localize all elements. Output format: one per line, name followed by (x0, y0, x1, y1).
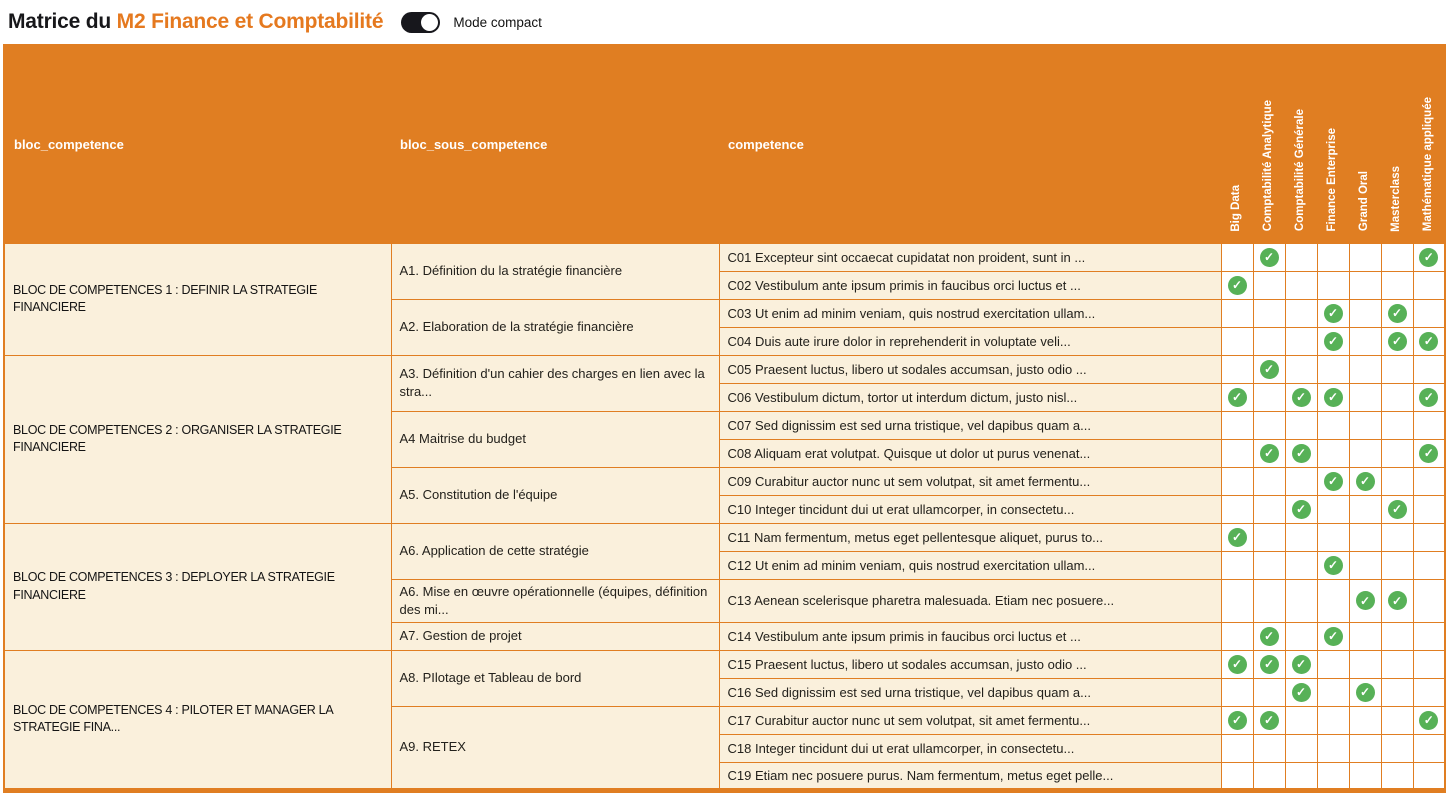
check-cell[interactable] (1349, 706, 1381, 734)
check-cell[interactable] (1413, 579, 1445, 622)
check-cell[interactable] (1317, 622, 1349, 650)
check-cell[interactable] (1253, 551, 1285, 579)
check-cell[interactable] (1253, 327, 1285, 355)
check-cell[interactable] (1349, 579, 1381, 622)
module-label: Mathématique appliquée (1421, 97, 1434, 232)
check-icon: ✓ (1292, 388, 1311, 407)
check-cell[interactable] (1253, 411, 1285, 439)
check-cell[interactable] (1221, 706, 1253, 734)
check-cell[interactable] (1285, 622, 1317, 650)
check-cell[interactable] (1413, 271, 1445, 299)
check-cell[interactable] (1413, 467, 1445, 495)
check-cell[interactable] (1349, 762, 1381, 790)
check-icon: ✓ (1260, 711, 1279, 730)
check-cell[interactable] (1253, 706, 1285, 734)
check-cell[interactable] (1221, 243, 1253, 271)
check-cell[interactable] (1317, 355, 1349, 383)
check-cell[interactable] (1285, 762, 1317, 790)
bloc-sous-competence-cell: A2. Elaboration de la stratégie financière (391, 299, 719, 355)
check-cell[interactable] (1317, 551, 1349, 579)
check-cell[interactable] (1253, 383, 1285, 411)
check-cell[interactable] (1317, 678, 1349, 706)
check-cell[interactable] (1253, 678, 1285, 706)
check-icon: ✓ (1324, 388, 1343, 407)
competence-cell: C15 Praesent luctus, libero ut sodales accumsan, justo odio ... (719, 650, 1221, 678)
header-module-masterclass (1381, 45, 1413, 243)
check-cell[interactable] (1317, 243, 1349, 271)
check-cell[interactable] (1413, 327, 1445, 355)
check-cell[interactable] (1317, 734, 1349, 762)
module-label: Comptabilité Générale (1294, 109, 1307, 232)
check-icon: ✓ (1292, 683, 1311, 702)
check-cell[interactable] (1381, 579, 1413, 622)
competence-cell: C04 Duis aute irure dolor in reprehenderit in voluptate veli... (719, 327, 1221, 355)
header-competence: competence (719, 45, 1221, 243)
check-cell[interactable] (1253, 734, 1285, 762)
competence-cell: C09 Curabitur auctor nunc ut sem volutpat, sit amet fermentu... (719, 467, 1221, 495)
check-icon: ✓ (1260, 360, 1279, 379)
check-cell[interactable] (1349, 439, 1381, 467)
check-cell[interactable] (1253, 355, 1285, 383)
check-cell[interactable] (1317, 523, 1349, 551)
check-cell[interactable] (1413, 650, 1445, 678)
check-cell[interactable] (1285, 734, 1317, 762)
check-cell[interactable] (1285, 383, 1317, 411)
check-icon: ✓ (1356, 591, 1375, 610)
check-cell[interactable] (1349, 355, 1381, 383)
check-cell[interactable] (1381, 762, 1413, 790)
check-cell[interactable] (1317, 762, 1349, 790)
check-cell[interactable] (1285, 551, 1317, 579)
module-label: Finance Enterprise (1326, 127, 1339, 232)
module-label: Comptabilité Analytique (1262, 100, 1275, 232)
check-cell[interactable] (1221, 327, 1253, 355)
competence-cell: C17 Curabitur auctor nunc ut sem volutpat, sit amet fermentu... (719, 706, 1221, 734)
competence-cell: C05 Praesent luctus, libero ut sodales accumsan, justo odio ... (719, 355, 1221, 383)
bloc-competence-cell: BLOC DE COMPETENCES 4 : PILOTER ET MANAGER LA STRATEGIE FINA... (4, 650, 391, 790)
check-icon: ✓ (1292, 655, 1311, 674)
check-icon: ✓ (1228, 711, 1247, 730)
check-icon: ✓ (1260, 444, 1279, 463)
compact-mode-label: Mode compact (453, 14, 542, 30)
check-cell[interactable] (1221, 678, 1253, 706)
check-cell[interactable] (1221, 551, 1253, 579)
check-icon: ✓ (1419, 332, 1438, 351)
header-module-comptabilite-analytique (1253, 45, 1285, 243)
check-cell[interactable] (1285, 650, 1317, 678)
check-cell[interactable] (1221, 411, 1253, 439)
competence-matrix (3, 44, 1446, 793)
matrix-row (4, 355, 1445, 383)
check-cell[interactable] (1381, 271, 1413, 299)
check-icon: ✓ (1228, 528, 1247, 547)
check-icon: ✓ (1388, 332, 1407, 351)
check-cell[interactable] (1413, 551, 1445, 579)
check-cell[interactable] (1285, 439, 1317, 467)
check-cell[interactable] (1285, 243, 1317, 271)
competence-cell: C01 Excepteur sint occaecat cupidatat non proident, sunt in ... (719, 243, 1221, 271)
check-cell[interactable] (1317, 411, 1349, 439)
check-cell[interactable] (1221, 622, 1253, 650)
check-cell[interactable] (1349, 551, 1381, 579)
competence-cell: C12 Ut enim ad minim veniam, quis nostrud exercitation ullam... (719, 551, 1221, 579)
check-cell[interactable] (1381, 551, 1413, 579)
check-icon: ✓ (1324, 556, 1343, 575)
check-cell[interactable] (1285, 579, 1317, 622)
page-title-program: M2 Finance et Comptabilité (116, 10, 384, 33)
check-cell[interactable] (1253, 243, 1285, 271)
matrix-row (4, 523, 1445, 551)
check-icon: ✓ (1260, 248, 1279, 267)
bloc-sous-competence-cell: A3. Définition d'un cahier des charges en lien avec la stra... (391, 355, 719, 411)
competence-cell: C13 Aenean scelerisque pharetra malesuada. Etiam nec posuere... (719, 579, 1221, 622)
check-icon: ✓ (1292, 444, 1311, 463)
competence-cell: C14 Vestibulum ante ipsum primis in faucibus orci luctus et ... (719, 622, 1221, 650)
matrix-row (4, 243, 1445, 271)
header-module-mathematique-appliquee (1413, 45, 1445, 243)
toggle-knob-icon (421, 14, 438, 31)
check-icon: ✓ (1324, 472, 1343, 491)
check-cell[interactable] (1221, 734, 1253, 762)
header-module-finance-enterprise (1317, 45, 1349, 243)
check-cell[interactable] (1381, 327, 1413, 355)
check-cell[interactable] (1413, 762, 1445, 790)
check-cell[interactable] (1253, 439, 1285, 467)
check-cell[interactable] (1349, 467, 1381, 495)
page-title (8, 10, 383, 34)
matrix-header-row (4, 45, 1445, 243)
compact-mode-toggle[interactable] (401, 12, 440, 33)
check-cell[interactable] (1381, 734, 1413, 762)
check-cell[interactable] (1381, 383, 1413, 411)
check-cell[interactable] (1349, 523, 1381, 551)
check-cell[interactable] (1381, 467, 1413, 495)
bloc-sous-competence-cell: A4 Maitrise du budget (391, 411, 719, 467)
check-cell[interactable] (1221, 495, 1253, 523)
bloc-sous-competence-cell: A6. Application de cette stratégie (391, 523, 719, 579)
matrix-container (0, 44, 1448, 793)
header-module-big-data (1221, 45, 1253, 243)
check-cell[interactable] (1285, 299, 1317, 327)
check-icon: ✓ (1388, 591, 1407, 610)
check-icon: ✓ (1260, 655, 1279, 674)
bloc-sous-competence-cell: A6. Mise en œuvre opérationnelle (équipes, définition des mi... (391, 579, 719, 622)
check-icon: ✓ (1388, 304, 1407, 323)
check-cell[interactable] (1317, 439, 1349, 467)
competence-cell: C02 Vestibulum ante ipsum primis in faucibus orci luctus et ... (719, 271, 1221, 299)
check-cell[interactable] (1349, 495, 1381, 523)
module-label: Masterclass (1390, 165, 1403, 232)
check-cell[interactable] (1381, 495, 1413, 523)
check-cell[interactable] (1317, 467, 1349, 495)
header-bloc-competence: bloc_competence (4, 45, 391, 243)
check-cell[interactable] (1317, 271, 1349, 299)
check-icon: ✓ (1292, 500, 1311, 519)
check-cell[interactable] (1349, 411, 1381, 439)
check-icon: ✓ (1356, 472, 1375, 491)
check-cell[interactable] (1285, 411, 1317, 439)
check-cell[interactable] (1221, 523, 1253, 551)
check-icon: ✓ (1388, 500, 1407, 519)
check-cell[interactable] (1285, 467, 1317, 495)
check-cell[interactable] (1221, 762, 1253, 790)
bloc-sous-competence-cell: A7. Gestion de projet (391, 622, 719, 650)
competence-cell: C06 Vestibulum dictum, tortor ut interdum dictum, justo nisl... (719, 383, 1221, 411)
check-icon: ✓ (1324, 304, 1343, 323)
check-icon: ✓ (1324, 627, 1343, 646)
competence-cell: C03 Ut enim ad minim veniam, quis nostrud exercitation ullam... (719, 299, 1221, 327)
check-cell[interactable] (1349, 271, 1381, 299)
page-title-prefix: Matrice du (8, 10, 117, 33)
check-cell[interactable] (1317, 495, 1349, 523)
bloc-sous-competence-cell: A5. Constitution de l'équipe (391, 467, 719, 523)
header-module-comptabilite-generale (1285, 45, 1317, 243)
bloc-competence-cell: BLOC DE COMPETENCES 2 : ORGANISER LA STRATEGIE FINANCIERE (4, 355, 391, 523)
check-cell[interactable] (1253, 495, 1285, 523)
check-icon: ✓ (1419, 388, 1438, 407)
competence-cell: C10 Integer tincidunt dui ut erat ullamcorper, in consectetu... (719, 495, 1221, 523)
check-cell[interactable] (1349, 734, 1381, 762)
check-cell[interactable] (1221, 439, 1253, 467)
check-cell[interactable] (1381, 355, 1413, 383)
check-cell[interactable] (1285, 706, 1317, 734)
bloc-sous-competence-cell: A8. PIlotage et Tableau de bord (391, 650, 719, 706)
check-cell[interactable] (1381, 523, 1413, 551)
matrix-body (4, 243, 1445, 790)
check-cell[interactable] (1317, 579, 1349, 622)
check-cell[interactable] (1381, 243, 1413, 271)
check-icon: ✓ (1419, 248, 1438, 267)
check-icon: ✓ (1419, 711, 1438, 730)
header-bloc-sous-competence: bloc_sous_competence (391, 45, 719, 243)
check-cell[interactable] (1413, 439, 1445, 467)
page-header (0, 0, 1448, 44)
check-cell[interactable] (1317, 299, 1349, 327)
check-cell[interactable] (1349, 622, 1381, 650)
check-cell[interactable] (1381, 411, 1413, 439)
check-cell[interactable] (1413, 678, 1445, 706)
check-cell[interactable] (1413, 411, 1445, 439)
check-cell[interactable] (1253, 650, 1285, 678)
check-cell[interactable] (1317, 327, 1349, 355)
check-cell[interactable] (1253, 299, 1285, 327)
check-cell[interactable] (1413, 706, 1445, 734)
check-cell[interactable] (1253, 762, 1285, 790)
check-icon: ✓ (1356, 683, 1375, 702)
check-cell[interactable] (1221, 467, 1253, 495)
check-cell[interactable] (1253, 271, 1285, 299)
check-cell[interactable] (1285, 495, 1317, 523)
check-cell[interactable] (1317, 650, 1349, 678)
check-cell[interactable] (1413, 734, 1445, 762)
check-cell[interactable] (1413, 299, 1445, 327)
check-cell[interactable] (1221, 299, 1253, 327)
check-cell[interactable] (1221, 383, 1253, 411)
bloc-sous-competence-cell: A9. RETEX (391, 706, 719, 790)
check-cell[interactable] (1253, 579, 1285, 622)
check-cell[interactable] (1285, 327, 1317, 355)
check-cell[interactable] (1349, 678, 1381, 706)
check-cell[interactable] (1413, 523, 1445, 551)
check-icon: ✓ (1228, 388, 1247, 407)
check-cell[interactable] (1317, 383, 1349, 411)
check-cell[interactable] (1253, 467, 1285, 495)
check-cell[interactable] (1413, 495, 1445, 523)
check-icon: ✓ (1228, 276, 1247, 295)
competence-cell: C07 Sed dignissim est sed urna tristique, vel dapibus quam a... (719, 411, 1221, 439)
check-cell[interactable] (1349, 327, 1381, 355)
check-cell[interactable] (1381, 650, 1413, 678)
check-cell[interactable] (1221, 650, 1253, 678)
check-cell[interactable] (1285, 271, 1317, 299)
module-label: Grand Oral (1358, 171, 1371, 232)
check-cell[interactable] (1285, 678, 1317, 706)
matrix-row (4, 650, 1445, 678)
check-cell[interactable] (1381, 706, 1413, 734)
competence-cell: C19 Etiam nec posuere purus. Nam fermentum, metus eget pelle... (719, 762, 1221, 790)
check-cell[interactable] (1381, 622, 1413, 650)
check-cell[interactable] (1381, 299, 1413, 327)
check-cell[interactable] (1221, 579, 1253, 622)
check-cell[interactable] (1413, 355, 1445, 383)
check-cell[interactable] (1413, 243, 1445, 271)
check-icon: ✓ (1324, 332, 1343, 351)
module-label: Big Data (1230, 184, 1243, 232)
check-cell[interactable] (1413, 383, 1445, 411)
check-cell[interactable] (1413, 622, 1445, 650)
check-cell[interactable] (1221, 271, 1253, 299)
check-cell[interactable] (1349, 650, 1381, 678)
check-cell[interactable] (1349, 383, 1381, 411)
check-cell[interactable] (1285, 523, 1317, 551)
check-cell[interactable] (1381, 678, 1413, 706)
check-cell[interactable] (1253, 523, 1285, 551)
competence-cell: C11 Nam fermentum, metus eget pellentesque aliquet, purus to... (719, 523, 1221, 551)
competence-cell: C16 Sed dignissim est sed urna tristique, vel dapibus quam a... (719, 678, 1221, 706)
bloc-competence-cell: BLOC DE COMPETENCES 1 : DEFINIR LA STRATEGIE FINANCIERE (4, 243, 391, 355)
check-cell[interactable] (1349, 299, 1381, 327)
header-module-grand-oral (1349, 45, 1381, 243)
check-cell[interactable] (1349, 243, 1381, 271)
competence-cell: C08 Aliquam erat volutpat. Quisque ut dolor ut purus venenat... (719, 439, 1221, 467)
check-cell[interactable] (1381, 439, 1413, 467)
check-cell[interactable] (1317, 706, 1349, 734)
check-cell[interactable] (1285, 355, 1317, 383)
check-icon: ✓ (1419, 444, 1438, 463)
check-cell[interactable] (1221, 355, 1253, 383)
bloc-competence-cell: BLOC DE COMPETENCES 3 : DEPLOYER LA STRATEGIE FINANCIERE (4, 523, 391, 650)
bloc-sous-competence-cell: A1. Définition du la stratégie financière (391, 243, 719, 299)
competence-cell: C18 Integer tincidunt dui ut erat ullamcorper, in consectetu... (719, 734, 1221, 762)
check-icon: ✓ (1228, 655, 1247, 674)
check-cell[interactable] (1253, 622, 1285, 650)
check-icon: ✓ (1260, 627, 1279, 646)
